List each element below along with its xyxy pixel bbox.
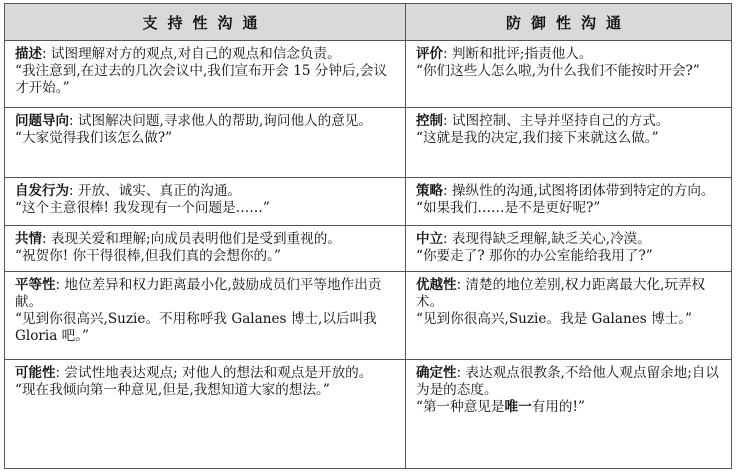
cell-right: 评价: 判断和批评;指责他人。 “你们这些人怎么啦,为什么我们不能按时开会?” <box>406 41 732 108</box>
term-description: 判断和批评;指责他人。 <box>451 46 593 62</box>
term-description: 表现关爱和理解;向成员表明他们是受到重视的。 <box>50 231 341 247</box>
cell-right: 确定性: 表达观点很教条,不给他人观点留余地;自以为是的态度。 “第一种意见是唯一有用的!” <box>406 360 732 469</box>
term-description: 清楚的地位差别,权力距离最大化,玩弄权术。 <box>416 277 706 310</box>
emphasized-word: 唯一 <box>504 399 532 415</box>
table-row <box>5 226 732 272</box>
example-quote: “这就是我的决定,我们接下来就这么做。” <box>416 130 659 146</box>
example-quote: “见到你很高兴,Suzie。我是 Galanes 博士。” <box>416 311 692 327</box>
term-label: 自发行为 <box>15 183 69 199</box>
cell-right: 策略: 操纵性的沟通,试图将团体带到特定的方向。 “如果我们……是不是更好呢?” <box>406 178 732 226</box>
term-description: 表达观点很教条,不给他人观点留余地;自以为是的态度。 <box>416 365 719 398</box>
header-defensive: 防御性沟通 <box>406 4 732 41</box>
term-label: 描述 <box>15 46 42 62</box>
example-quote: “你要走了? 那你的办公室能给我用了?” <box>416 248 653 264</box>
table-row <box>5 272 732 360</box>
cell-left: 描述: 试图理解对方的观点,对自己的观点和信念负责。 “我注意到,在过去的几次会议中,我们宣布开会 15 分钟后,会议才开始。” <box>5 41 406 108</box>
term-description: 试图理解对方的观点,对自己的观点和信念负责。 <box>50 46 341 62</box>
term-label: 评价 <box>416 46 443 62</box>
example-quote: “你们这些人怎么啦,为什么我们不能按时开会?” <box>416 63 700 79</box>
comparison-table <box>4 3 732 469</box>
term-description: 操纵性的沟通,试图将团体带到特定的方向。 <box>451 183 715 199</box>
cell-left: 平等性: 地位差异和权力距离最小化,鼓励成员们平等地作出贡献。 “见到你很高兴,Suzie。不用称呼我 Galanes 博士,以后叫我 Gloria 吧。” <box>5 272 406 360</box>
example-quote: “我注意到,在过去的几次会议中,我们宣布开会 15 分钟后,会议才开始。” <box>15 63 388 96</box>
term-label: 问题导向 <box>15 113 69 129</box>
term-description: 地位差异和权力距离最小化,鼓励成员们平等地作出贡献。 <box>15 277 382 310</box>
table-row <box>5 178 732 226</box>
term-label: 优越性 <box>416 277 457 293</box>
term-label: 平等性 <box>15 277 56 293</box>
term-description: 表现得缺乏理解,缺乏关心,冷漠。 <box>451 231 651 247</box>
term-label: 控制 <box>416 113 443 129</box>
example-quote: “如果我们……是不是更好呢?” <box>416 200 601 216</box>
example-quote: “现在我倾向第一种意见,但是,我想知道大家的想法。” <box>15 382 330 398</box>
cell-left: 自发行为: 开放、诚实、真正的沟通。 “这个主意很棒! 我发现有一个问题是……” <box>5 178 406 226</box>
example-quote: “祝贺你! 你干得很棒,但我们真的会想你的。” <box>15 248 281 264</box>
cell-left: 共情: 表现关爱和理解;向成员表明他们是受到重视的。 “祝贺你! 你干得很棒,但我们真的会想你的。” <box>5 226 406 272</box>
table-row <box>5 108 732 178</box>
cell-right: 控制: 试图控制、主导并坚持自己的方式。 “这就是我的决定,我们接下来就这么做。” <box>406 108 732 178</box>
term-label: 策略 <box>416 183 443 199</box>
term-label: 共情 <box>15 231 42 247</box>
term-description: 尝试性地表达观点; 对他人的想法和观点是开放的。 <box>64 365 373 381</box>
cell-right: 优越性: 清楚的地位差别,权力距离最大化,玩弄权术。 “见到你很高兴,Suzie。我是 Galanes 博士。” <box>406 272 732 360</box>
cell-left: 可能性: 尝试性地表达观点; 对他人的想法和观点是开放的。 “现在我倾向第一种意见,但是,我想知道大家的想法。” <box>5 360 406 469</box>
example-quote: “这个主意很棒! 我发现有一个问题是……” <box>15 200 270 216</box>
term-label: 中立 <box>416 231 443 247</box>
header-supportive: 支持性沟通 <box>5 4 406 41</box>
header-row <box>5 4 732 41</box>
term-description: 试图控制、主导并坚持自己的方式。 <box>451 113 670 129</box>
table-row <box>5 41 732 108</box>
term-description: 开放、诚实、真正的沟通。 <box>77 183 242 199</box>
example-quote: “第一种意见是唯一有用的!” <box>416 399 585 415</box>
table-row <box>5 360 732 469</box>
term-label: 确定性 <box>416 365 457 381</box>
term-label: 可能性 <box>15 365 56 381</box>
cell-left: 问题导向: 试图解决问题,寻求他人的帮助,询问他人的意见。 “大家觉得我们该怎么做?” <box>5 108 406 178</box>
cell-right: 中立: 表现得缺乏理解,缺乏关心,冷漠。 “你要走了? 那你的办公室能给我用了?” <box>406 226 732 272</box>
example-quote: “大家觉得我们该怎么做?” <box>15 130 173 146</box>
example-quote: “见到你很高兴,Suzie。不用称呼我 Galanes 博士,以后叫我 Gloria 吧。” <box>15 311 377 344</box>
term-description: 试图解决问题,寻求他人的帮助,询问他人的意见。 <box>77 113 373 129</box>
